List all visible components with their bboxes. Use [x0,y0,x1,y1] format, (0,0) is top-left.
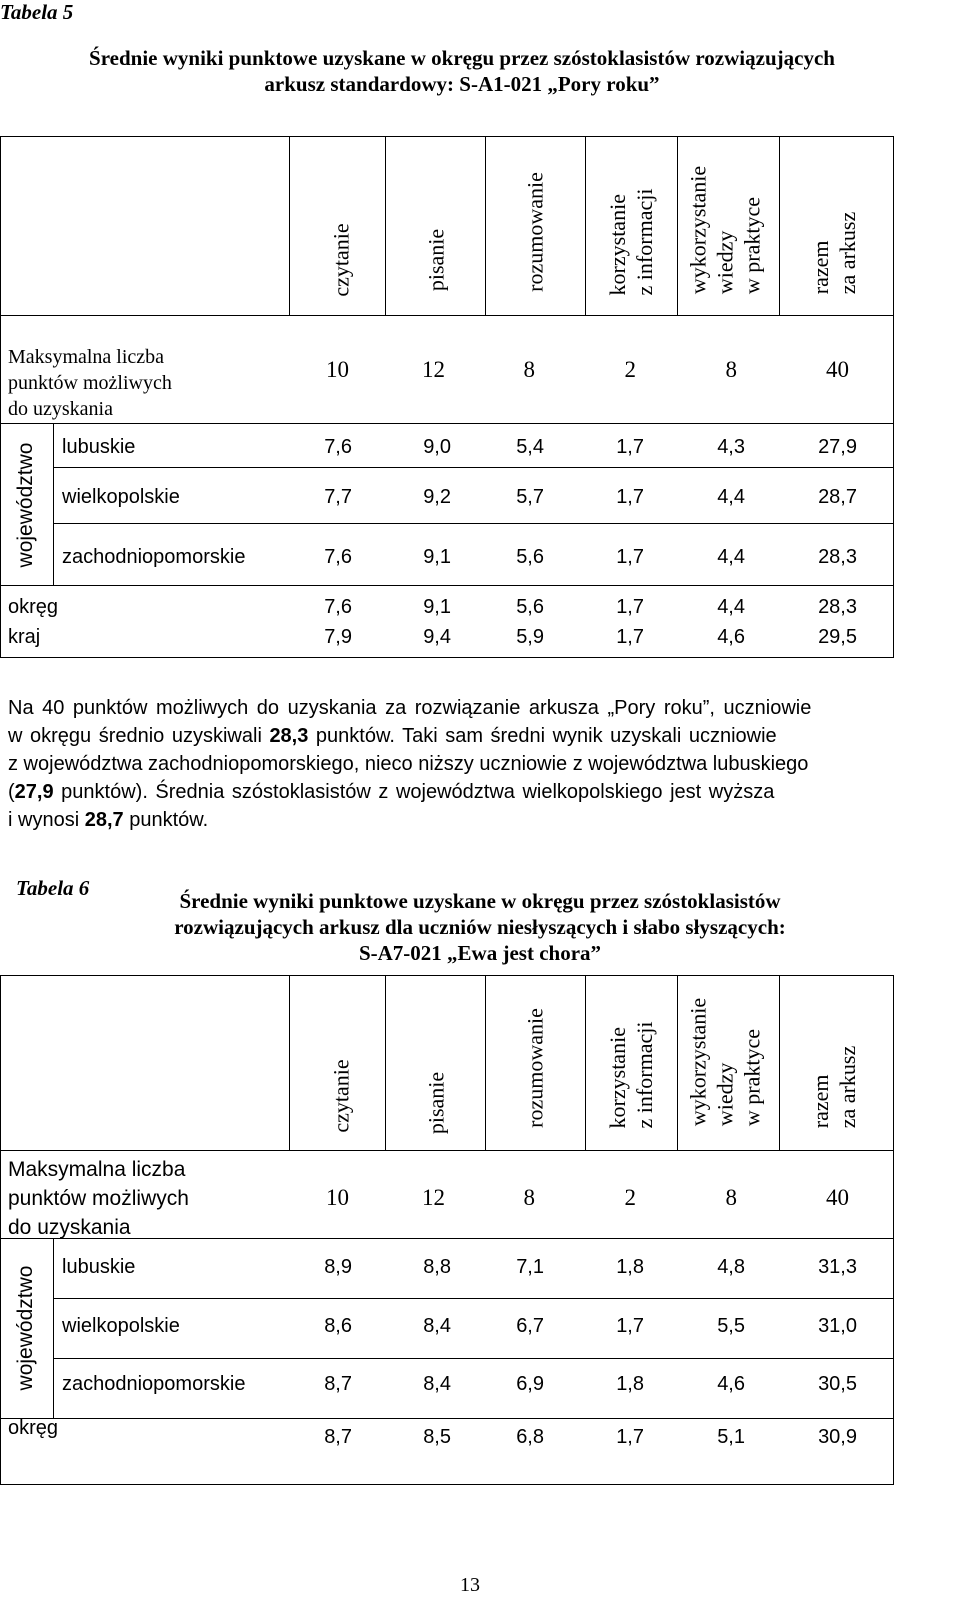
table5-cell: 9,1 [423,546,451,568]
table6-cell: 4,6 [717,1373,745,1395]
table6-col-rozumowanie: rozumowanie [522,1008,548,1128]
table6-max-czytanie: 10 [326,1185,349,1210]
table5-max-pisanie: 12 [422,357,445,382]
table6-header-divider [585,976,586,1150]
table5-cell: 4,4 [717,546,745,568]
table6-col-korzystanie: korzystanie z informacji [605,1021,657,1129]
table5-cell: 7,7 [324,486,352,508]
table5-row-divider [53,467,893,468]
table5-header-bottom [1,315,893,316]
table6-row-name: okręg [8,1417,59,1439]
table6-max-wykorzystanie: 8 [725,1185,737,1210]
table6-cell: 31,3 [818,1256,857,1278]
table5-col-pisanie: pisanie [423,228,449,292]
table5-col-wykorzystanie: wykorzystanie wiedzy w praktyce [685,165,765,295]
table5-row-name: okręg [8,596,59,618]
table5-cell: 9,0 [423,436,451,458]
table6-cell: 4,8 [717,1256,745,1278]
table5-cell: 9,2 [423,486,451,508]
table5-header-divider [385,137,386,315]
table6-cell: 1,7 [616,1426,644,1448]
table5-col-czytanie: czytanie [328,223,354,297]
table5-cell: 4,4 [717,486,745,508]
paragraph-line: i wynosi 28,7 punktów. [8,809,209,831]
table6-group-divider [53,1238,54,1418]
table5-cell: 1,7 [616,596,644,618]
table6-cell: 8,4 [423,1373,451,1395]
table5-cell: 5,7 [516,486,544,508]
table5-col-rozumowanie: rozumowanie [522,172,548,292]
paragraph-line: z województwa zachodniopomorskiego, nieco niższy uczniowie z województwa lubuskiego [8,753,809,775]
table6-title-line1: Średnie wyniki punktowe uzyskane w okręgu przez szóstoklasistów [179,889,781,913]
table6-title-line2: rozwiązujących arkusz dla uczniów niesłyszących i słabo słyszących: [174,915,786,939]
table6-row-divider [53,1358,893,1359]
table6-header-divider [485,976,486,1150]
table5-max-rozumowanie: 8 [523,357,535,382]
table5-row-name: wielkopolskie [62,486,180,508]
table6-cell: 7,1 [516,1256,544,1278]
table6-row-name: wielkopolskie [62,1315,180,1337]
lubuskie-score: 27,9 [14,781,54,803]
table6-cell: 5,1 [717,1426,745,1448]
table6-header-bottom [1,1150,893,1151]
table6-max-pisanie: 12 [422,1185,445,1210]
table6-header-divider [289,976,290,1150]
table6-cell: 30,5 [818,1373,857,1395]
table5-title-line1: Średnie wyniki punktowe uzyskane w okręgu przez szóstoklasistów rozwiązujących [89,46,835,70]
table5-col-razem: razem za arkusz [808,211,860,295]
table6-row-divider [53,1298,893,1299]
table5-col-korzystanie: korzystanie z informacji [605,188,657,296]
table5-cell: 7,6 [324,546,352,568]
table6-cell: 5,5 [717,1315,745,1337]
table5-cell: 28,3 [818,596,857,618]
table6-cell: 8,9 [324,1256,352,1278]
table6-col-pisanie: pisanie [423,1071,449,1135]
table5-cell: 1,7 [616,436,644,458]
table5-cell: 7,6 [324,436,352,458]
table6-header-divider [677,976,678,1150]
table6-max-rozumowanie: 8 [523,1185,535,1210]
table5-max-korzystanie: 2 [624,357,636,382]
table6-title-line3: S-A7-021 „Ewa jest chora” [358,941,602,965]
paragraph-line: w okręgu średnio uzyskiwali 28,3 punktów. Taki sam średni wynik uzyskali uczniowie [8,725,777,747]
paragraph-line: (27,9 punktów). Średnia szóstoklasistów z województwa wielkopolskiego jest wyższa [8,781,775,803]
table5-group-bottom [1,585,893,586]
table5-cell: 27,9 [818,436,857,458]
table5-cell: 5,4 [516,436,544,458]
table5-max-czytanie: 10 [326,357,349,382]
table5-cell: 4,6 [717,626,745,648]
table5-row-name: zachodniopomorskie [62,546,246,568]
table5-cell: 9,4 [423,626,451,648]
table5-cell: 7,9 [324,626,352,648]
table6-cell: 6,7 [516,1315,544,1337]
table6-cell: 31,0 [818,1315,857,1337]
table5-header-divider [289,137,290,315]
table6-cell: 8,5 [423,1426,451,1448]
table5-cell: 5,6 [516,596,544,618]
table5-label: Tabela 5 [0,0,74,24]
table6-max-label: Maksymalna liczba punktów możliwych do uzyskania [8,1158,189,1239]
table5-cell: 5,6 [516,546,544,568]
table5-cell: 9,1 [423,596,451,618]
table5-cell: 29,5 [818,626,857,648]
table5-max-bottom [1,423,893,424]
table6-cell: 8,4 [423,1315,451,1337]
table6-group-label: województwo [14,1265,37,1391]
table6-cell: 1,8 [616,1256,644,1278]
table6-row-name: lubuskie [62,1256,136,1278]
table5-cell: 4,4 [717,596,745,618]
table5-cell: 28,7 [818,486,857,508]
table6-cell: 6,8 [516,1426,544,1448]
table6-cell: 8,8 [423,1256,451,1278]
table6-cell: 1,8 [616,1373,644,1395]
table6-cell: 6,9 [516,1373,544,1395]
table6-row-name: zachodniopomorskie [62,1373,246,1395]
table6-header-divider [385,976,386,1150]
table5-header-divider [779,137,780,315]
table6-header-divider [779,976,780,1150]
table6-group-bottom [1,1418,893,1419]
table5-cell: 1,7 [616,626,644,648]
table5-cell: 4,3 [717,436,745,458]
table5-header-divider [585,137,586,315]
table5-group-divider [53,423,54,585]
table5-cell: 7,6 [324,596,352,618]
table5-cell: 5,9 [516,626,544,648]
table5-group-label: województwo [14,442,37,568]
table6-col-wykorzystanie: wykorzystanie wiedzy w praktyce [685,997,765,1127]
table5-cell: 1,7 [616,486,644,508]
table5-cell: 1,7 [616,546,644,568]
table6-max-razem: 40 [826,1185,849,1210]
table5-max-wykorzystanie: 8 [725,357,737,382]
paragraph-line: Na 40 punktów możliwych do uzyskania za rozwiązanie arkusza „Pory roku”, uczniowie [8,697,812,719]
table5-row-divider [53,523,893,524]
table6-max-korzystanie: 2 [624,1185,636,1210]
table5-max-razem: 40 [826,357,849,382]
table5-max-label: Maksymalna liczba punktów możliwych do uzyskania [8,346,172,420]
table6-cell: 8,7 [324,1373,352,1395]
table5-row-name: kraj [8,626,41,648]
table5-header-divider [677,137,678,315]
table6-cell: 1,7 [616,1315,644,1337]
table6-cell: 8,6 [324,1315,352,1337]
table5-header-divider [485,137,486,315]
table6-label: Tabela 6 [16,876,90,900]
okreg-score: 28,3 [269,725,309,747]
table6-cell: 8,7 [324,1426,352,1448]
wielkopolskie-score: 28,7 [84,809,124,831]
table6-col-razem: razem za arkusz [808,1045,860,1129]
table5-title-line2: arkusz standardowy: S-A1-021 „Pory roku” [264,72,660,96]
table6-cell: 30,9 [818,1426,857,1448]
table6-col-czytanie: czytanie [328,1059,354,1133]
page-number: 13 [460,1574,480,1596]
table5-cell: 28,3 [818,546,857,568]
summary-paragraph [8,694,938,834]
table5-row-name: lubuskie [62,436,136,458]
